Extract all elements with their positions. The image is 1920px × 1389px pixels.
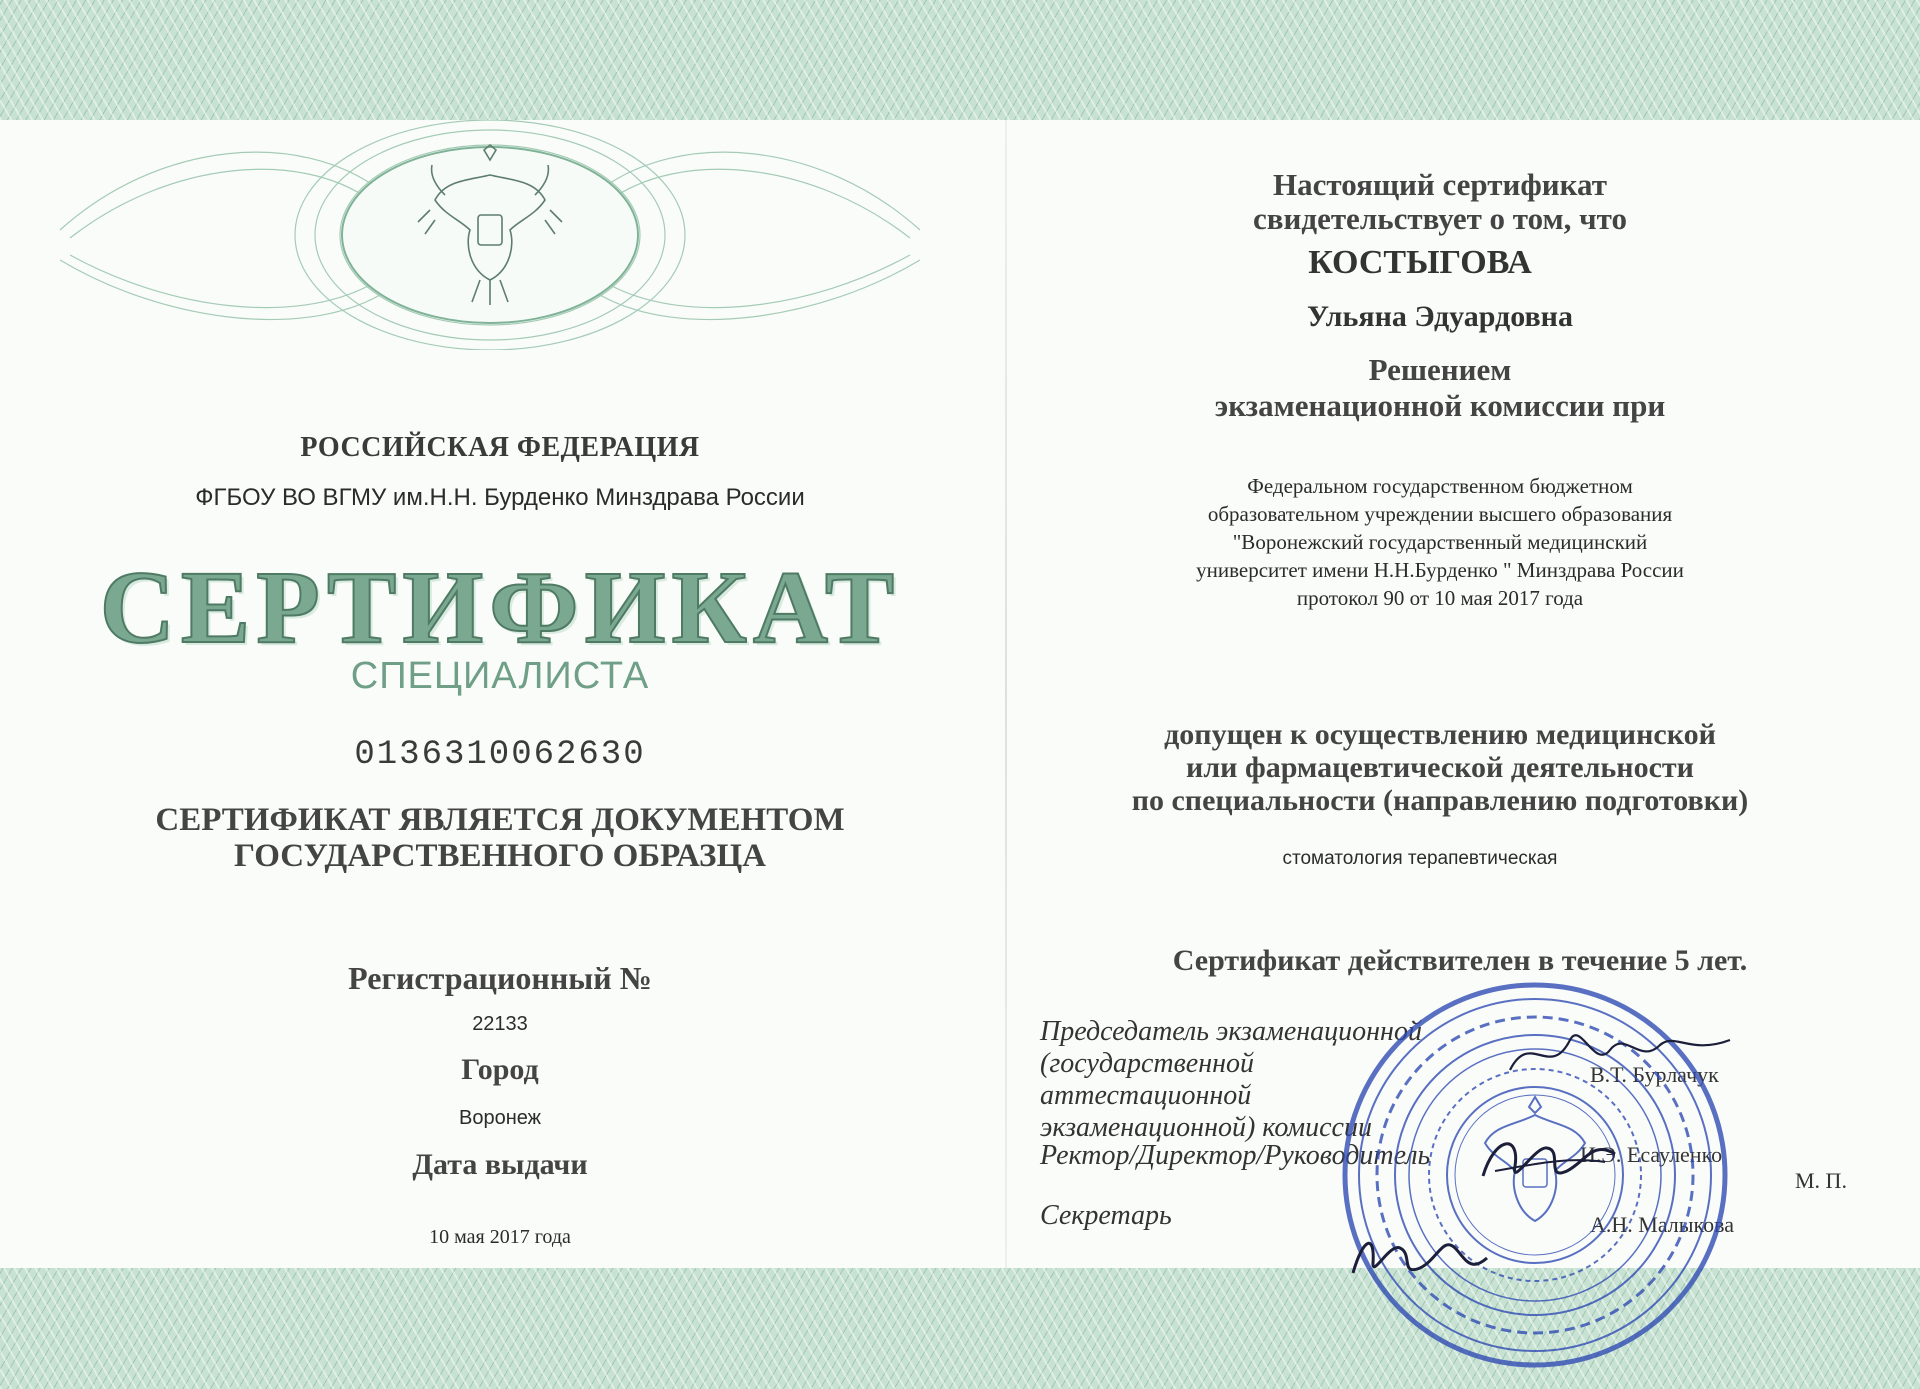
- certificate-intro: [1040, 168, 1840, 236]
- certificate-title: СЕРТИФИКАТ: [99, 550, 901, 665]
- org-line1: Федеральном государственном бюджетном: [1247, 474, 1633, 498]
- page-fold: [1005, 120, 1007, 1268]
- issue-date-label: Дата выдачи: [412, 1148, 588, 1181]
- city-label: Город: [461, 1053, 539, 1086]
- state-document-line1: СЕРТИФИКАТ ЯВЛЯЕТСЯ ДОКУМЕНТОМ: [155, 802, 845, 838]
- chair-name: В.Т. Бурлачук: [1590, 1062, 1719, 1087]
- protocol-line: протокол 90 от 10 мая 2017 года: [1296, 586, 1584, 610]
- issue-date-value: 10 мая 2017 года: [429, 1226, 571, 1248]
- rector-name: И.Э. Есауленко: [1580, 1142, 1723, 1167]
- state-document-line2: ГОСУДАРСТВЕННОГО ОБРАЗЦА: [234, 838, 766, 874]
- holder-surname: КОСТЫГОВА: [1308, 244, 1532, 281]
- decision-line2: экзаменационной комиссии при: [1214, 388, 1666, 423]
- admit-line3: по специальности (направлению подготовки): [1131, 784, 1749, 817]
- organization-details: [1060, 472, 1820, 612]
- intro-line2: свидетельствует о том, что: [1253, 201, 1627, 236]
- rector-label: Ректор/Директор/Руководитель: [1040, 1140, 1431, 1171]
- org-line4: университет имени Н.Н.Бурденко " Минздрава России: [1196, 558, 1684, 582]
- secretary-signature: [1345, 1218, 1495, 1288]
- registration-label: Регистрационный №: [348, 960, 652, 996]
- secretary-name: А.Н. Малыкова: [1590, 1212, 1734, 1237]
- chair-line1: Председатель экзаменационной: [1040, 1016, 1422, 1047]
- validity-statement: Сертификат действителен в течение 5 лет.: [1172, 944, 1748, 977]
- emblem-guilloche-ornament: [40, 120, 940, 350]
- serial-number: 0136310062630: [354, 736, 646, 774]
- org-line3: "Воронежский государственный медицинский: [1232, 530, 1648, 554]
- city-value: Воронеж: [458, 1107, 542, 1129]
- admission-statement: [1040, 718, 1840, 817]
- chair-signature: [1500, 1010, 1740, 1090]
- certificate-subtitle: СПЕЦИАЛИСТА: [350, 655, 650, 697]
- secretary-label: Секретарь: [1040, 1200, 1172, 1231]
- issuing-institution: ФГБОУ ВО ВГМУ им.Н.Н. Бурденко Минздрава России: [195, 484, 805, 511]
- state-document-notice: [0, 802, 1000, 874]
- decision-statement: [1040, 352, 1840, 424]
- intro-line1: Настоящий сертификат: [1273, 167, 1607, 202]
- org-line2: образовательном учреждении высшего образования: [1207, 502, 1673, 526]
- rector-signature: [1475, 1126, 1625, 1196]
- admit-line2: или фармацевтической деятельности: [1186, 751, 1694, 784]
- registration-value: 22133: [472, 1013, 528, 1035]
- top-guilloche-border: [0, 0, 1920, 120]
- specialty-value: стоматология терапевтическая: [1282, 848, 1558, 869]
- holder-given-names: Ульяна Эдуардовна: [1307, 300, 1573, 333]
- country-name: РОССИЙСКАЯ ФЕДЕРАЦИЯ: [300, 432, 700, 463]
- seal-place-mark: М. П.: [1795, 1168, 1847, 1193]
- chair-line3: экзаменационной) комиссии: [1040, 1112, 1372, 1143]
- chair-line2: (государственной аттестационной: [1040, 1048, 1255, 1111]
- decision-line1: Решением: [1368, 352, 1512, 387]
- admit-line1: допущен к осуществлению медицинской: [1164, 718, 1716, 751]
